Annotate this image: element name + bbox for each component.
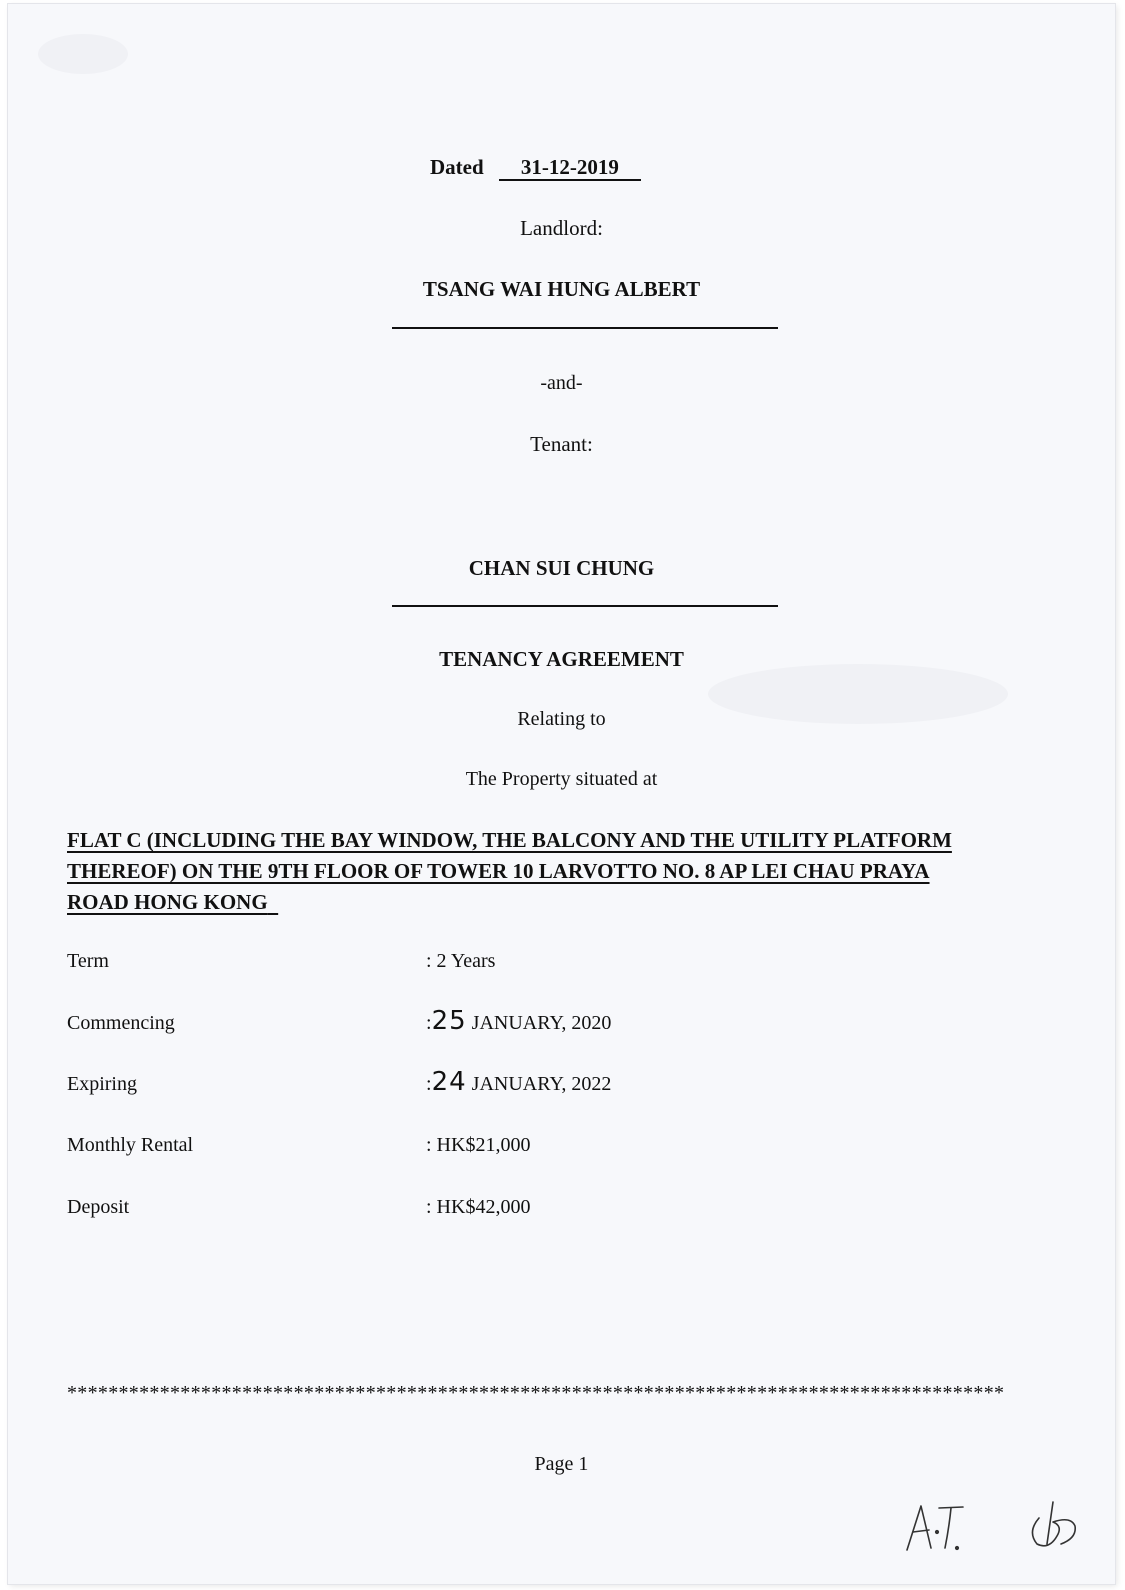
expiring-day-handwritten: 24 [431, 1067, 467, 1097]
property-address-line-1: FLAT C (INCLUDING THE BAY WINDOW, THE BALCONY AND THE UTILITY PLATFORM [67, 828, 952, 852]
term-label: Term [67, 950, 109, 972]
commencing-label: Commencing [67, 1012, 175, 1034]
rental-label: Monthly Rental [67, 1134, 194, 1156]
scan-smudge [38, 34, 128, 74]
property-address-line-3-text: ROAD HONG KONG [67, 890, 268, 914]
initial-t-stem [945, 1508, 951, 1548]
landlord-signature-rule [392, 327, 778, 329]
property-address-line-2: THEREOF) ON THE 9TH FLOOR OF TOWER 10 LARVOTTO NO. 8 AP LEI CHAU PRAYA [67, 859, 930, 883]
commencing-day-handwritten: 25 [431, 1006, 467, 1036]
expiring-label: Expiring [67, 1073, 137, 1095]
deposit-value: : HK$42,000 [426, 1196, 531, 1218]
document-page [8, 4, 1115, 1584]
commencing-value [426, 1006, 611, 1036]
tenant-signature-rule [392, 605, 778, 607]
commencing-month-year: JANUARY, 2020 [471, 1012, 612, 1034]
landlord-name: TSANG WAI HUNG ALBERT [422, 277, 701, 301]
page-number: Page 1 [534, 1453, 589, 1475]
relating-to-text: Relating to [517, 708, 606, 730]
deposit-label: Deposit [67, 1196, 130, 1218]
expiring-colon: : [426, 1073, 432, 1095]
dated-line [430, 155, 641, 181]
rental-value: : HK$21,000 [426, 1134, 531, 1156]
handwritten-initials-signature [903, 1492, 1093, 1572]
asterisk-separator: ******************************************************************************************* [67, 1382, 1005, 1404]
expiring-value [426, 1067, 611, 1097]
signature-stroke [1047, 1502, 1053, 1544]
landlord-label: Landlord: [520, 216, 603, 240]
dated-value-underline [499, 155, 641, 181]
dated-label: Dated [430, 155, 484, 179]
property-address-line-3 [67, 890, 278, 915]
expiring-month-year: JANUARY, 2022 [471, 1073, 612, 1095]
tenant-name: CHAN SUI CHUNG [468, 556, 655, 580]
tenant-label: Tenant: [530, 432, 593, 456]
agreement-title: TENANCY AGREEMENT [439, 647, 684, 671]
and-text: -and- [540, 372, 583, 394]
commencing-colon: : [426, 1012, 432, 1034]
property-intro-text: The Property situated at [465, 768, 658, 790]
initial-a-stroke [907, 1506, 931, 1550]
dated-value: 31-12-2019 [520, 155, 619, 179]
signature-scribble [1032, 1518, 1075, 1546]
term-value: : 2 Years [426, 950, 496, 972]
